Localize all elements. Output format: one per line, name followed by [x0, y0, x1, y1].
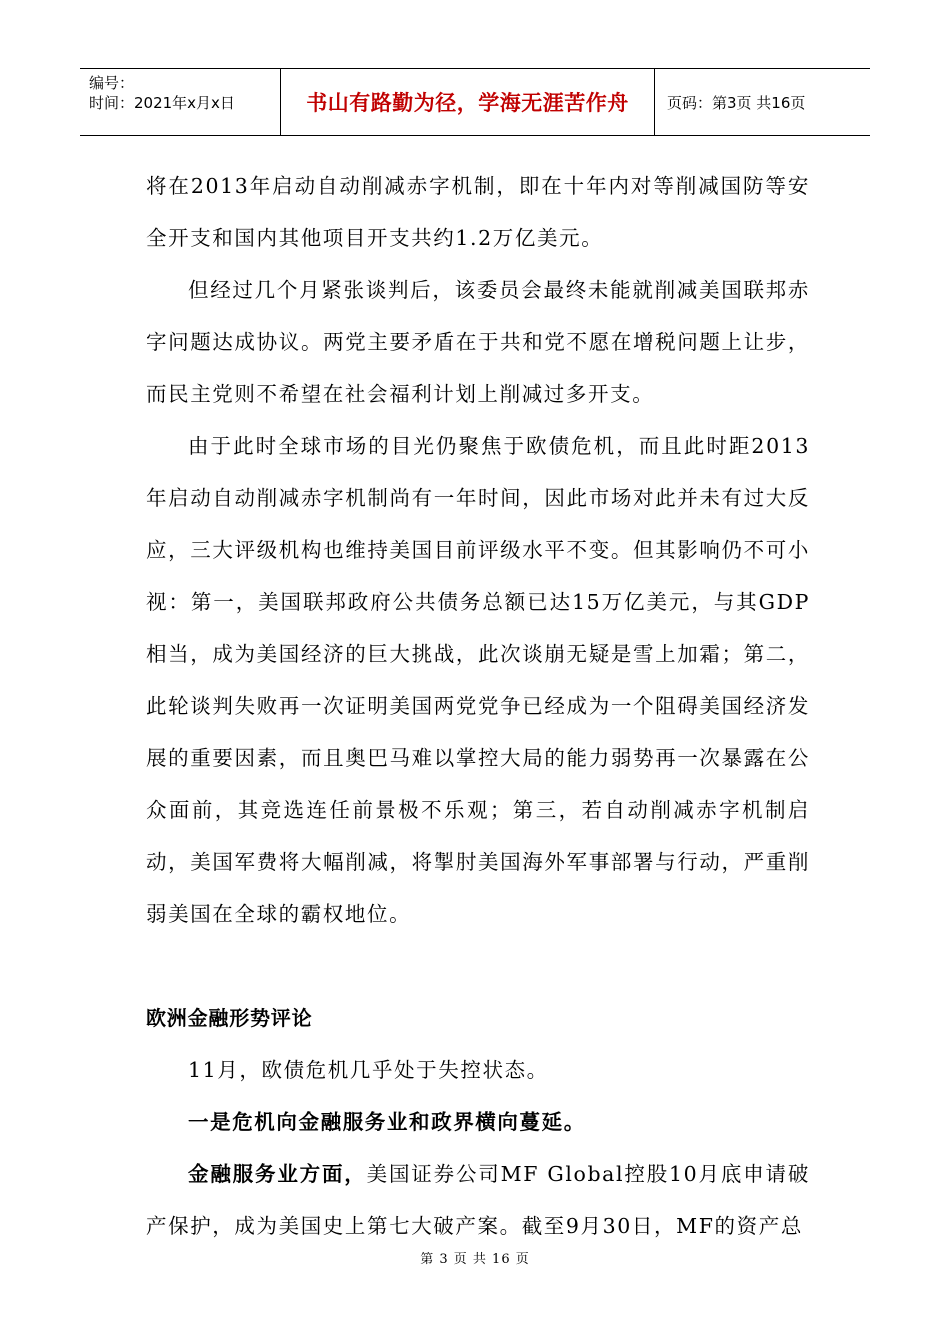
section-spacer	[146, 940, 810, 992]
paragraph-5-bold: 一是危机向金融服务业和政界横向蔓延。	[188, 1110, 586, 1134]
paragraph-6	[146, 1148, 810, 1252]
header-page-info: 页码：第3页 共16页	[667, 93, 806, 112]
document-body	[146, 160, 810, 1252]
paragraph-2: 但经过几个月紧张谈判后，该委员会最终未能就削减美国联邦赤字问题达成协议。两党主要矛盾在于共和党不愿在增税问题上让步，而民主党则不希望在社会福利计划上削减过多开支。	[146, 278, 810, 406]
header-time-label: 时间：2021年x月x日	[89, 94, 235, 112]
page-header	[80, 68, 870, 136]
paragraph-3: 由于此时全球市场的目光仍聚焦于欧债危机，而且此时距2013年启动自动削减赤字机制尚有一年时间，因此市场对此并未有过大反应，三大评级机构也维持美国目前评级水平不变。但其影响仍不可小视：第一，美国联邦政府公共债务总额已达15万亿美元，与其GDP相当，成为美国经济的巨大挑战，此次谈崩无疑是雪上加霜；第二，此轮谈判失败再一次证明美国两党党争已经成为一个阻碍美国经济发展的重要因素，而且奥巴马难以掌控大局的能力弱势再一次暴露在公众面前，其竞选连任前景极不乐观；第三，若自动削减赤字机制启动，美国军费将大幅削减，将掣肘美国海外军事部署与行动，严重削弱美国在全球的霸权地位。	[146, 434, 810, 926]
paragraph-1: 将在2013年启动自动削减赤字机制，即在十年内对等削减国防等安全开支和国内其他项目开支共约1.2万亿美元。	[146, 174, 810, 250]
header-code-label: 编号：	[89, 74, 135, 92]
section-title: 欧洲金融形势评论	[146, 1006, 313, 1030]
paragraph-6-lead: 金融服务业方面，	[188, 1162, 367, 1186]
page-footer: 第 3 页 共 16 页	[420, 1252, 530, 1267]
header-meta	[80, 69, 281, 135]
paragraph-4: 11月，欧债危机几乎处于失控状态。	[188, 1058, 549, 1082]
paragraph-6-text: 美国证券公司MF Global控股10月底申请破产保护，成为美国史上第七大破产案。截至9月30日，MF的资产总	[146, 1162, 810, 1238]
header-motto: 书山有路勤为径，学海无涯苦作舟	[281, 69, 655, 135]
